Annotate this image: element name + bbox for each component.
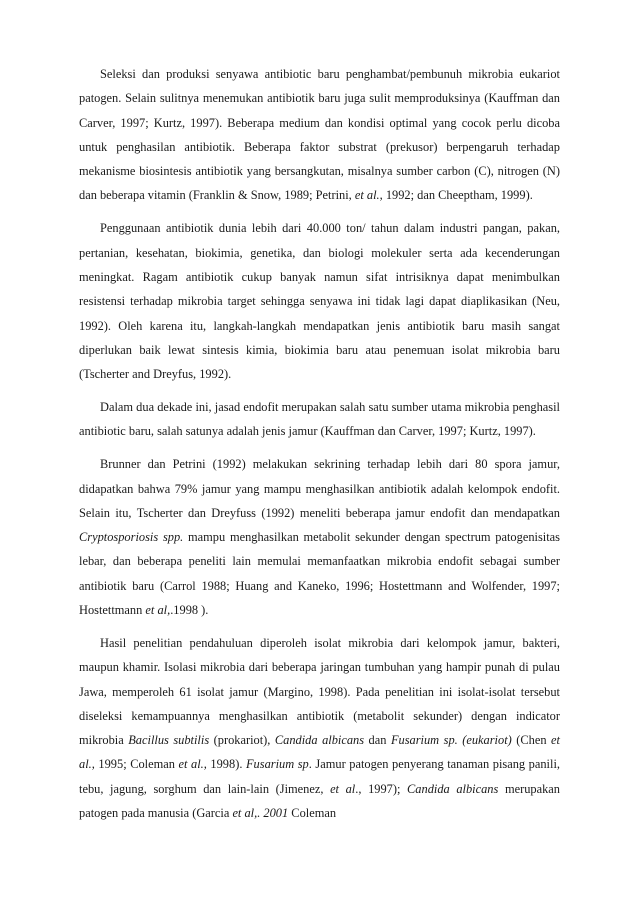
paragraph-1: [79, 62, 560, 208]
text-run: Penggunaan antibiotik dunia lebih dari 40.000 ton/ tahun dalam industri pangan, pakan, pertanian, kesehatan, biokimia, genetika, dan biologi molekuler serta ada kecenderungan meningkat. Ragam antibiotik cukup banyak namun sifat intrisiknya dapat menimbulkan resistensi terhadap mikrobia target sehingga senyawa ini tidak lagi dapat diaplikasikan (Neu, 1992). Oleh karena itu, langkah-langkah mendapatkan jenis antibiotik baru masih sangat diperlukan baik lewat sintesis kimia, biokimia baru atau penemuan isolat mikrobia baru (Tscherter and Dreyfus, 1992).: [79, 221, 560, 382]
text-run: (prokariot),: [209, 733, 275, 748]
italic-text: et al.,: [354, 188, 383, 203]
italic-text: et al,. 2001: [232, 805, 289, 820]
italic-text: et al: [330, 781, 356, 796]
text-run: 1992; dan Cheeptham, 1999).: [382, 188, 533, 203]
text-run: 1998).: [206, 757, 246, 772]
text-run: (Chen: [511, 733, 552, 748]
text-run: . Jamur patogen penyerang tanaman pisang panili, tebu, jagung, sorghum dan lain-lain (Jimenez,: [79, 757, 560, 796]
paragraph-3: [79, 395, 560, 444]
text-run: Hasil penelitian pendahuluan diperoleh isolat mikrobia dari kelompok jamur, bakteri, maupun khamir. Isolasi mikrobia dari beberapa jaringan tumbuhan yang hampir punah di pulau Jawa, memperoleh 61 isolat jamur (Margino, 1998). Pada penelitian ini isolat-isolat tersebut diseleksi kemampuannya menghasilkan antibiotik (metabolit sekunder) dengan indicator mikrobia: [79, 635, 560, 748]
italic-text: Candida albicans: [274, 733, 365, 748]
text-run: Dalam dua dekade ini, jasad endofit merupakan salah satu sumber utama mikrobia penghasil antibiotic baru, salah satunya adalah jenis jamur (Kauffman dan Carver, 1997; Kurtz, 1997).: [79, 400, 560, 439]
italic-text: Candida albicans: [407, 781, 499, 796]
italic-text: Cryptosporiosis spp.: [79, 530, 184, 545]
paragraph-5: [79, 631, 560, 825]
italic-text: Fusarium sp: [245, 757, 309, 772]
text-run: 1995; Coleman: [94, 757, 179, 772]
italic-text: et al.,: [79, 733, 560, 772]
italic-text: et al,: [145, 603, 171, 618]
text-run: dan: [364, 733, 391, 748]
document-page: [79, 62, 560, 825]
italic-text: et al.,: [178, 757, 207, 772]
text-run: ., 1997);: [355, 781, 408, 796]
text-run: Coleman: [288, 805, 337, 820]
text-run: .1998 ).: [170, 603, 209, 618]
paragraph-4: [79, 452, 560, 622]
paragraph-2: [79, 216, 560, 386]
text-run: Seleksi dan produksi senyawa antibiotic baru penghambat/pembunuh mikrobia eukariot patogen. Selain sulitnya menemukan antibiotik baru juga sulit memproduksinya (Kauffman dan Carver, 1997; Kurtz, 1997). Beberapa medium dan kondisi optimal yang cocok perlu dicoba untuk penghasilan antibiotik. Beberapa faktor substrat (prekusor) berpengaruh terhadap mekanisme biosintesis antibiotik yang bersangkutan, misalnya sumber carbon (C), nitrogen (N) dan beberapa vitamin (Franklin & Snow, 1989; Petrini,: [79, 67, 560, 203]
text-run: mampu menghasilkan metabolit sekunder dengan spectrum patogenisitas lebar, dan beberapa peneliti lain memulai memanfaatkan mikrobia endofit sebagai sumber antibiotik baru (Carrol 1988; Huang and Kaneko, 1996; Hostettmann and Wolfender, 1997; Hostettmann: [79, 530, 560, 618]
italic-text: Fusarium sp. (eukariot): [390, 733, 512, 748]
text-run: Brunner dan Petrini (1992) melakukan sekrining terhadap lebih dari 80 spora jamur, didapatkan bahwa 79% jamur yang mampu menghasilkan antibiotik adalah kelompok endofit. Selain itu, Tscherter dan Dreyfuss (1992) meneliti beberapa jamur endofit dan mendapatkan: [79, 457, 560, 520]
text-run: merupakan patogen pada manusia (Garcia: [79, 781, 560, 820]
italic-text: Bacillus subtilis: [128, 733, 210, 748]
